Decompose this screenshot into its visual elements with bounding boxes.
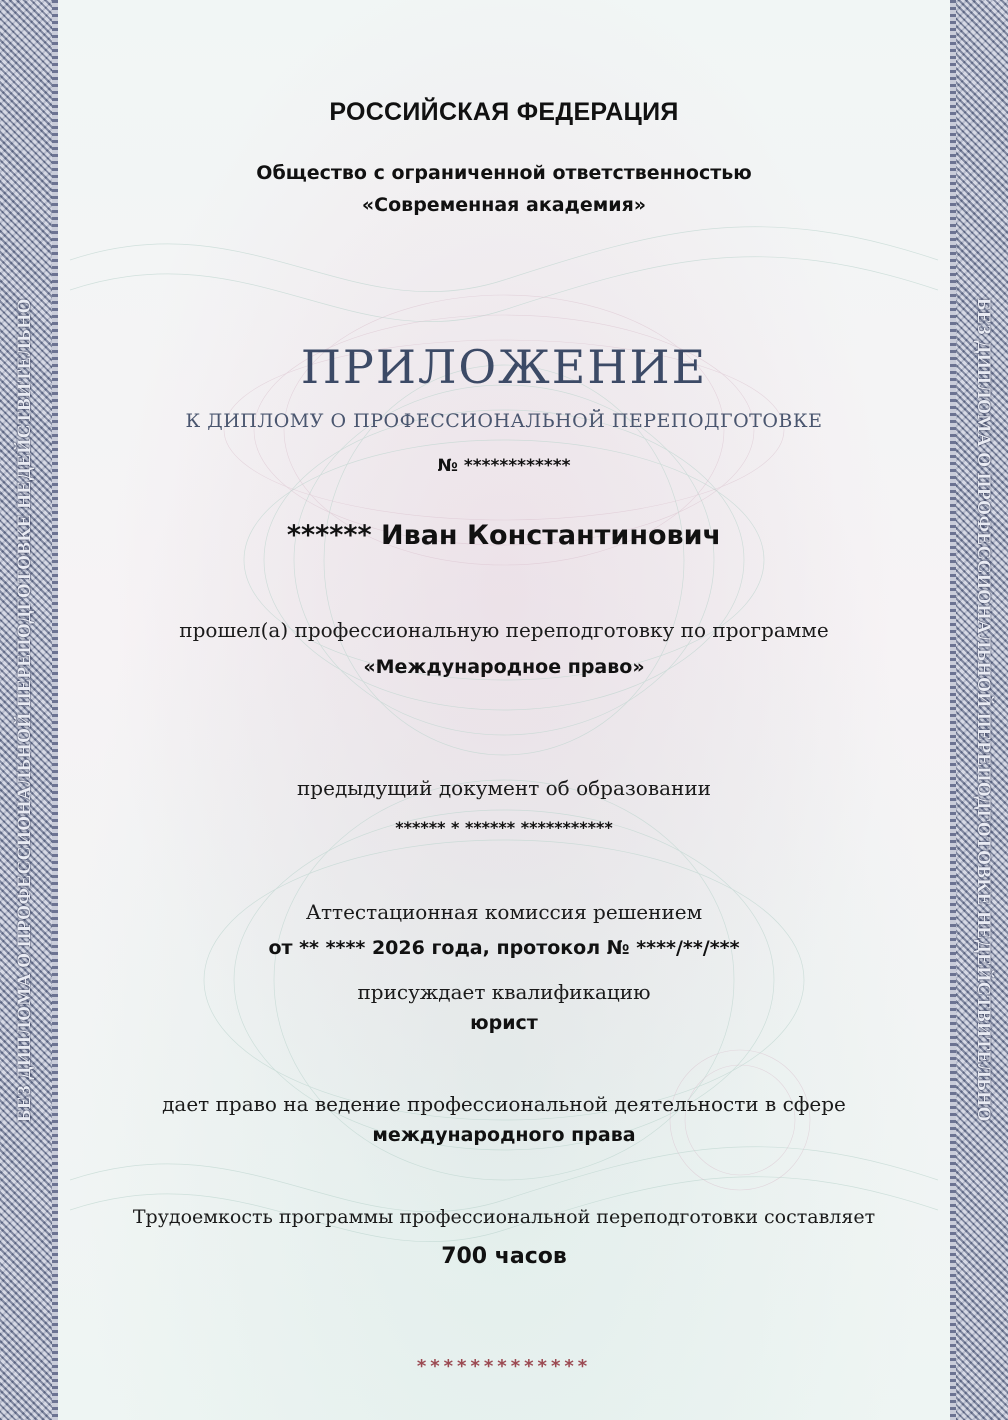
document-title: ПРИЛОЖЕНИЕ	[300, 340, 708, 394]
program-intro: прошел(а) профессиональную переподготовку по программе	[179, 618, 829, 642]
left-border-text: БЕЗ ДИПЛОМА О ПРОФЕССИОНАЛЬНОЙ ПЕРЕПОДГОТОВКЕ НЕДЕЙСТВИТЕЛЬНО	[14, 298, 35, 1122]
workload-hours: 700 часов	[441, 1244, 567, 1269]
organization-line-2: «Современная академия»	[361, 194, 647, 216]
serial-number: *************	[416, 1356, 592, 1377]
document-subtitle: К ДИПЛОМУ О ПРОФЕССИОНАЛЬНОЙ ПЕРЕПОДГОТОВКЕ	[185, 410, 823, 432]
commission-decision: от ** **** 2026 года, протокол № ****/**/***	[268, 937, 740, 959]
workload-label: Трудоемкость программы профессиональной переподготовки составляет	[132, 1206, 876, 1228]
program-name: «Международное право»	[363, 656, 645, 678]
rights-label: дает право на ведение профессиональной деятельности в сфере	[162, 1092, 846, 1116]
previous-document-value: ****** * ****** ***********	[395, 818, 613, 837]
qualification-value: юрист	[470, 1012, 538, 1034]
commission-label: Аттестационная комиссия решением	[305, 900, 703, 924]
right-border-edge	[950, 0, 956, 1420]
document-number: № ************	[437, 456, 571, 476]
holder-name: ****** Иван Константинович	[286, 520, 722, 551]
left-border-edge	[52, 0, 58, 1420]
country-heading: РОССИЙСКАЯ ФЕДЕРАЦИЯ	[329, 98, 679, 126]
qualification-label: присуждает квалификацию	[357, 980, 651, 1004]
organization-line-1: Общество с ограниченной ответственностью	[256, 162, 752, 184]
rights-sphere: международного права	[372, 1124, 636, 1146]
right-border-text: БЕЗ ДИПЛОМА О ПРОФЕССИОНАЛЬНОЙ ПЕРЕПОДГОТОВКЕ НЕДЕЙСТВИТЕЛЬНО	[973, 298, 994, 1122]
previous-document-label: предыдущий документ об образовании	[296, 776, 712, 800]
